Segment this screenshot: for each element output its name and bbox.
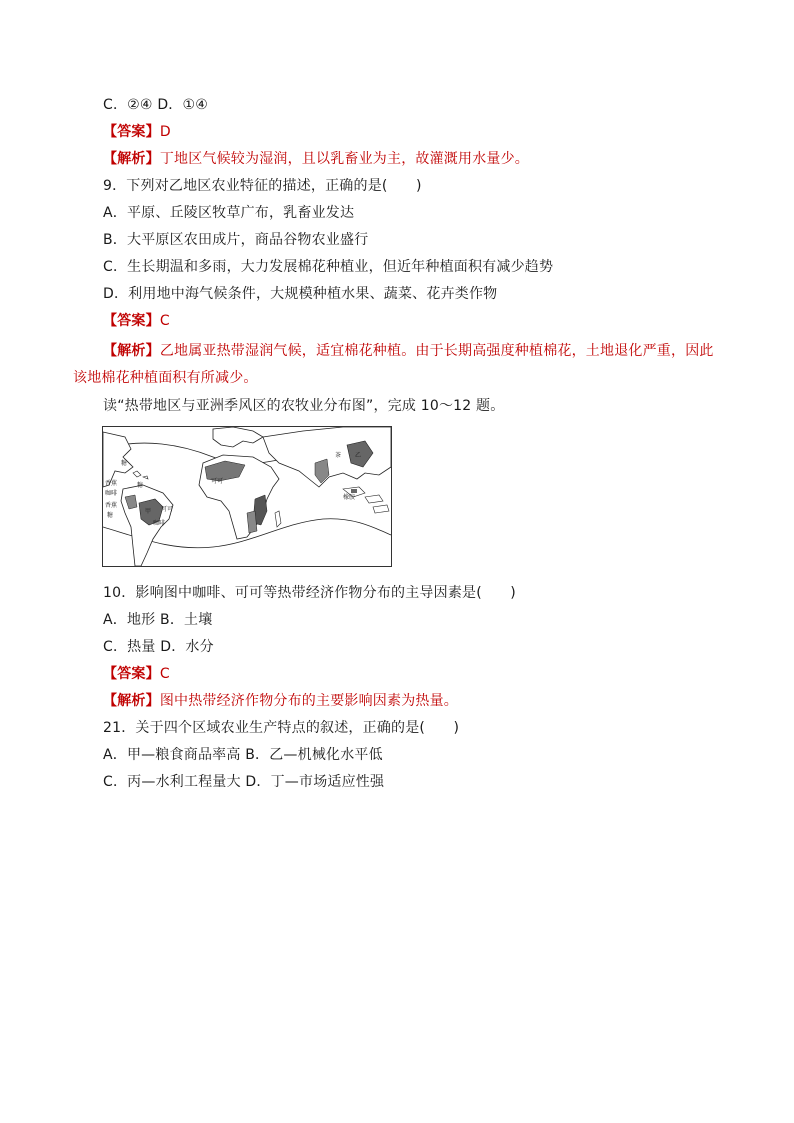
analysis-line-10 — [103, 691, 458, 711]
caribbean-islands — [133, 471, 148, 479]
answer-line-8 — [103, 122, 171, 142]
question-21: 21．关于四个区域农业生产特点的叙述，正确的是( ) — [103, 720, 460, 736]
map-label-tea: 茶 — [335, 452, 342, 459]
question-9: 9．下列对乙地区农业特征的描述，正确的是( ) — [103, 178, 422, 194]
analysis-text: 图中热带经济作物分布的主要影响因素为热量。 — [159, 693, 459, 709]
analysis-line-8 — [103, 149, 529, 169]
north-america-shape — [103, 432, 133, 487]
question-21-options-cd: C．丙—水利工程量大 D．丁—市场适应性强 — [103, 774, 385, 790]
question-21-options-ab: A．甲—粮食商品率高 B．乙—机械化水平低 — [103, 747, 383, 763]
analysis-tag: 【解析】 — [103, 151, 160, 167]
region-southern-africa-shaded — [247, 511, 257, 533]
map-label-sugar-1: 糖 — [121, 460, 128, 467]
map-label-cocoa-1: 可可 — [161, 506, 174, 513]
analysis-tag: 【解析】 — [103, 693, 160, 709]
agriculture-distribution-map — [102, 426, 392, 567]
question-10-options-ab: A．地形 B．土壤 — [103, 612, 213, 628]
question-9-option-a: A．平原、丘陵区牧草广布，乳畜业发达 — [103, 205, 355, 221]
question-9-option-b: B．大平原区农田成片，商品谷物农业盛行 — [103, 232, 369, 248]
answer-tag: 【答案】 — [103, 666, 160, 682]
analysis-line-9 — [73, 338, 723, 392]
madagascar-shape — [275, 511, 281, 527]
map-reading-instruction: 读“热带地区与亚洲季风区的农牧业分布图”，完成 10～12 题。 — [103, 398, 505, 414]
question-9-option-c: C．生长期温和多雨，大力发展棉花种植业，但近年种植面积有减少趋势 — [103, 259, 554, 275]
region-se-asia-shaded — [351, 489, 357, 493]
answer-line-10 — [103, 664, 170, 684]
map-label-yi: 乙 — [355, 452, 362, 459]
question-9-option-d: D．利用地中海气候条件，大规模种植水果、蔬菜、花卉类作物 — [103, 286, 498, 302]
analysis-text: 丁地区气候较为湿润，且以乳畜业为主，故灌溉用水量少。 — [159, 151, 530, 167]
answer-line-9 — [103, 311, 170, 331]
answer-value: C — [159, 313, 170, 329]
option-cd-line-8: C．②④ D．①④ — [103, 97, 209, 113]
answer-tag: 【答案】 — [103, 313, 160, 329]
asia-shape — [263, 427, 391, 487]
map-label-rubber: 橡胶 — [343, 494, 356, 501]
answer-tag: 【答案】 — [103, 124, 160, 140]
question-10: 10．影响图中咖啡、可可等热带经济作物分布的主导因素是( ) — [103, 585, 516, 601]
map-label-coffee-2: 咖啡 — [153, 520, 166, 527]
answer-value: D — [159, 124, 171, 140]
europe-shape — [213, 427, 263, 447]
map-label-sugar-3: 糖 — [107, 512, 114, 519]
analysis-tag: 【解析】 — [103, 343, 160, 359]
map-label-coffee-1: 咖啡 — [105, 490, 118, 497]
map-label-sugar-2: 糖 — [137, 482, 144, 489]
world-map-svg — [103, 427, 391, 566]
map-label-banana-2: 香蕉 — [105, 502, 118, 509]
analysis-text: 乙地属亚热带湿润气候，适宜棉花种植。由于长期高强度种植棉花，土地退化严重，因此该地棉花种植面积有所减少。 — [73, 343, 714, 386]
answer-value: C — [159, 666, 170, 682]
map-label-jia: 甲 — [145, 508, 152, 515]
question-10-options-cd: C．热量 D．水分 — [103, 639, 214, 655]
map-label-cocoa-2: 可可 — [211, 478, 224, 485]
map-label-banana-1: 香蕉 — [105, 480, 118, 487]
